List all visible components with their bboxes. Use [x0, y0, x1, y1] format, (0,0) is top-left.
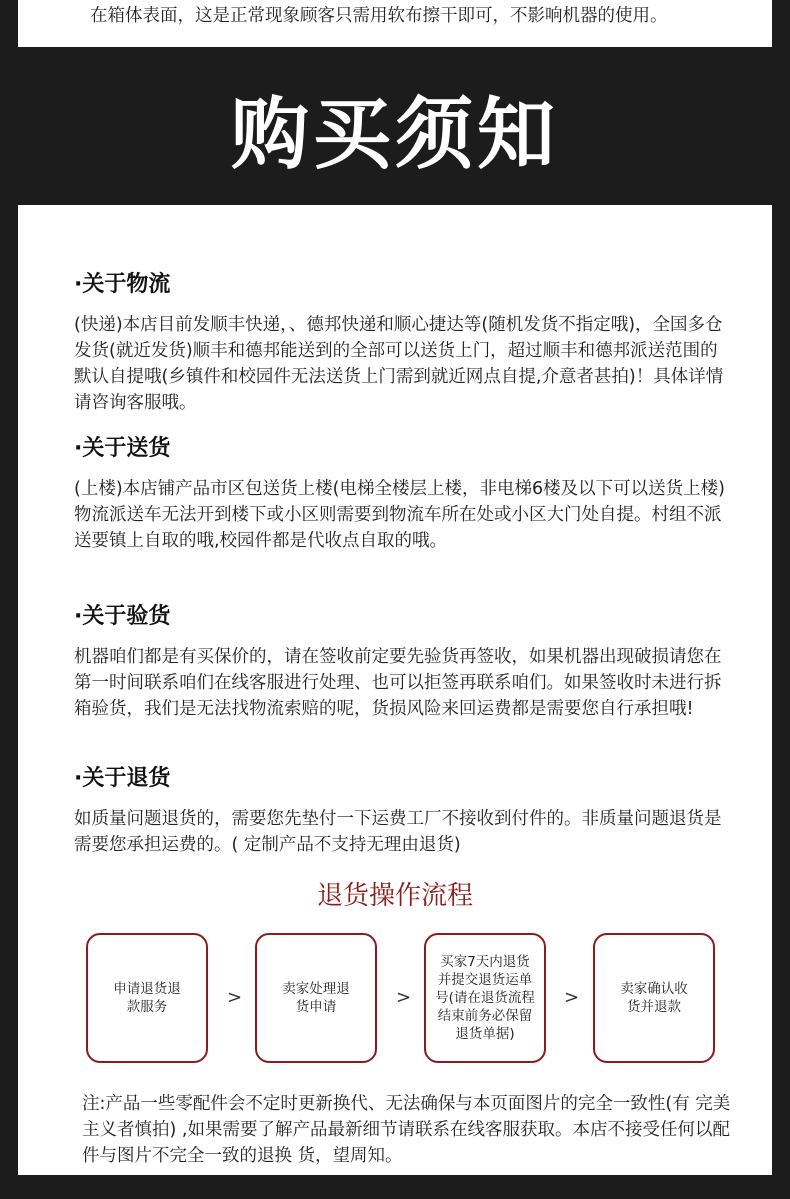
flow-step-text: 申请退货退款服务: [113, 981, 181, 1015]
section-title: ·关于退货: [74, 766, 171, 791]
top-card-text: 在箱体表面，这是正常现象顾客只需用软布擦干即可，不影响机器的使用。: [90, 6, 668, 26]
section-delivery: [74, 431, 734, 554]
section-body: (快递)本店目前发顺丰快递，、德邦快递和顺心捷达等(随机发货不指定哦)，全国多仓发货(就近发货)顺丰和德邦能送到的全部可以送货上门，超过顺丰和德邦派送范围的默认自提哦(乡镇件和校园件无法送货上门需到就近网点自提,介意者甚拍)！具体详情请咨询客服哦。: [74, 315, 724, 413]
flow-step-2: [255, 933, 377, 1063]
section-body: (上楼)本店铺产品市区包送货上楼(电梯全楼层上楼，非电梯6楼及以下可以送货上楼)物流派送车无法开到楼下或小区则需要到物流车所在处或小区大门处自提。村组不派送要镇上自取的哦,校园件都是代收点自取的哦。: [74, 479, 725, 551]
disclaimer-note: 注:产品一些零配件会不定时更新换代、无法确保与本页面图片的完全一致性(有 完美主义者慎拍) ,如果需要了解产品最新细节请联系在线客服获取。本店不接受任何以配件与图片不完全一致的退换 货，望周知。: [82, 1094, 731, 1166]
top-info-card: [18, 0, 772, 47]
flow-step-4: [593, 933, 715, 1063]
flow-step-3: [424, 933, 546, 1063]
purchase-notice-card: [18, 205, 772, 1175]
flow-step-text: 卖家处理退货申请: [282, 981, 350, 1015]
section-body: 如质量问题退货的，需要您先垫付一下运费工厂不接收到付件的。非质量问题退货是需要您承担运费的。( 定制产品不支持无理由退货): [74, 809, 722, 855]
page-title: 购买须知: [230, 90, 559, 180]
section-title: ·关于物流: [74, 272, 171, 297]
flow-step-1: [86, 933, 208, 1063]
section-title: ·关于送货: [74, 436, 171, 461]
flow-arrow-2: >: [396, 987, 412, 1008]
flow-arrow-3: >: [564, 987, 580, 1008]
return-flow-title: 退货操作流程: [316, 881, 473, 911]
flow-arrow-1: >: [227, 987, 243, 1008]
section-title: ·关于验货: [74, 604, 171, 629]
flow-step-text: 卖家确认收货并退款: [620, 981, 688, 1015]
section-inspection: [74, 599, 734, 722]
flow-step-text: 买家7天内退货并提交退货运单号(请在退货流程结束前务必保留退货单据): [435, 954, 535, 1042]
section-body: 机器咱们都是有买保价的，请在签收前定要先验货再签收，如果机器出现破损请您在第一时间联系咱们在线客服进行处理、也可以拒签再联系咱们。如果签收时未进行拆箱验货，我们是无法找物流索赔的呢，货损风险来回运费都是需要您自行承担哦!: [74, 647, 722, 719]
section-logistics: [74, 267, 734, 416]
section-returns: [74, 761, 734, 858]
